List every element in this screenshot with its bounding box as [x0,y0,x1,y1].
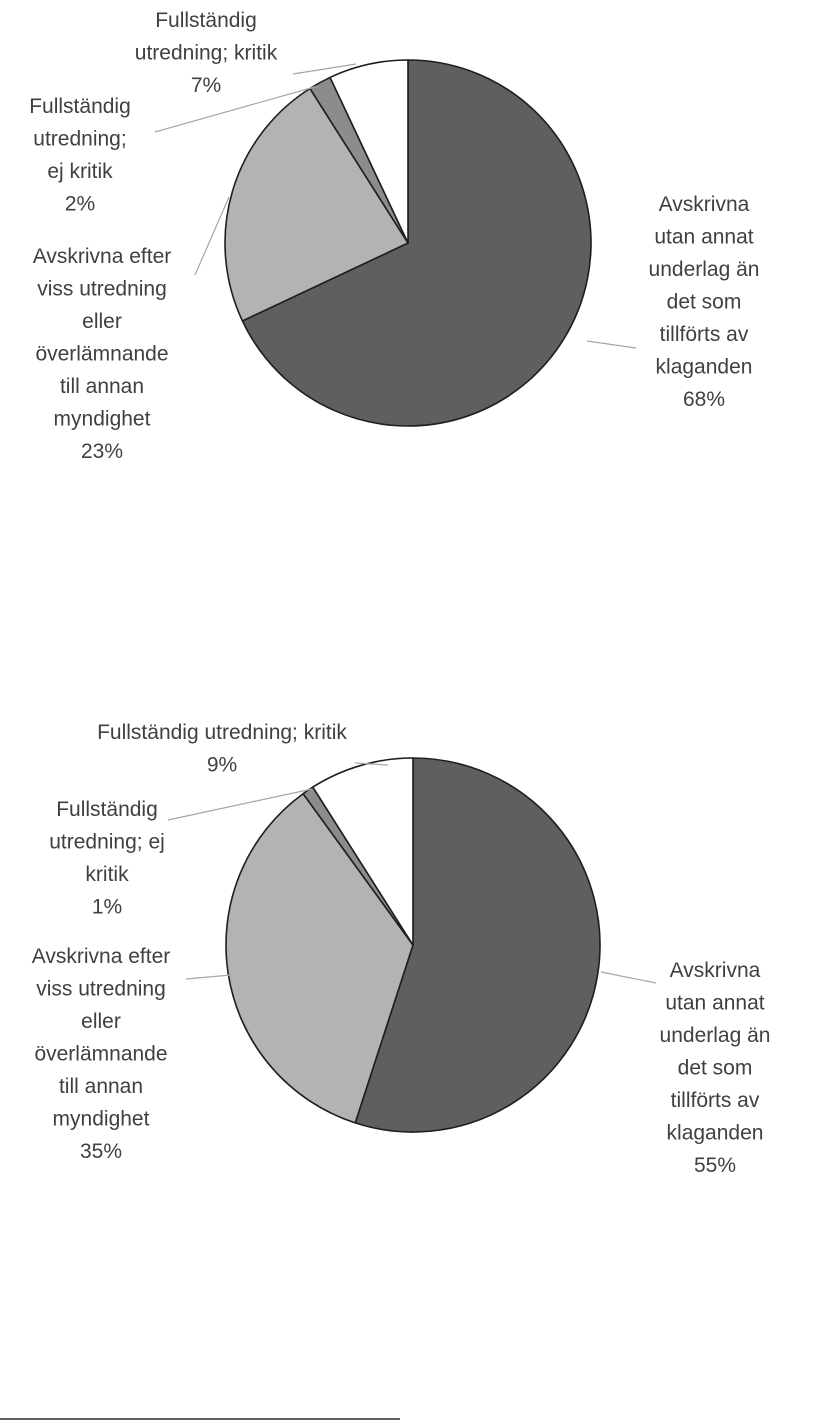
pie2-data-label-2-line-6: myndighet [52,1107,150,1131]
pie1-data-label-1-line-6: klaganden [655,355,753,379]
pie2-data-label-4-line-2: 9% [206,753,238,777]
pie1-data-label-2-line-1: Avskrivna efter [32,245,172,268]
pie2-data-label-2-line-4: överlämnande [34,1042,168,1066]
pie2-leader-line-1 [601,972,656,983]
pie2-data-label-3-line-2: utredning; ej [49,830,165,854]
pie2-leader-line-2 [186,975,231,979]
pie1-data-label-1-line-7: 68% [682,388,726,411]
pie2-data-label-2-line-3: eller [81,1010,121,1033]
pie2-data-label-1-line-7: 55% [693,1154,737,1177]
pie2-data-label-1 [660,959,771,1177]
pie1-data-label-1-line-2: utan annat [654,225,754,249]
pie2-data-label-2-line-1: Avskrivna efter [31,945,171,968]
pie-chart-1 [29,9,759,463]
pie1-data-label-1-line-5: tillförts av [659,323,749,346]
pie1-data-label-2-line-2: viss utredning [37,277,167,301]
pie2-data-label-2-line-2: viss utredning [36,977,166,1001]
pie1-data-label-4-line-1: Fullständig [155,9,257,32]
pie1-data-label-4-line-2: utredning; kritik [134,41,278,65]
pie2-data-label-4 [97,721,347,777]
pie1-leader-line-2 [195,197,229,275]
pie1-data-label-3-line-2: utredning; [33,127,127,151]
pie2-data-label-1-line-4: det som [677,1056,753,1080]
pie2-data-label-3-line-4: 1% [91,895,123,919]
pie1-data-label-3 [29,95,131,216]
pie2-data-label-3 [49,798,165,919]
pie2-data-label-3-line-1: Fullständig [56,798,158,821]
pie1-leader-line-1 [587,341,636,348]
pie1-data-label-3-line-4: 2% [64,192,96,216]
pie1-data-label-4 [135,9,278,97]
pie1-data-label-2 [33,245,172,463]
pie1-data-label-1-line-3: underlag än [648,258,760,281]
pie2-data-label-4-line-1: Fullständig utredning; kritik [97,721,347,744]
pie2-data-label-1-line-3: underlag än [659,1024,771,1047]
pie1-data-label-3-line-1: Fullständig [29,95,131,118]
pie1-data-label-2-line-6: myndighet [53,407,151,431]
pie2-data-label-1-line-5: tillförts av [670,1089,760,1112]
pie1-data-label-1 [649,193,760,411]
pie2-data-label-2-line-7: 35% [79,1140,123,1163]
pie2-data-label-2 [32,945,171,1163]
pie-chart-2 [32,721,771,1177]
pie2-data-label-2-line-5: till annan [58,1075,144,1098]
pie2-data-label-3-line-3: kritik [85,863,129,886]
pie1-data-label-2-line-3: eller [82,310,122,333]
pie2-data-label-1-line-1: Avskrivna [669,959,761,982]
pie1-data-label-1-line-4: det som [666,290,742,314]
pie1-data-label-1-line-1: Avskrivna [658,193,750,216]
pie2-data-label-1-line-2: utan annat [665,991,765,1015]
pie1-data-label-4-line-3: 7% [190,74,222,97]
pie1-data-label-3-line-3: ej kritik [47,160,113,183]
pie1-data-label-2-line-4: överlämnande [35,342,169,366]
pie2-data-label-1-line-6: klaganden [666,1121,764,1145]
pie1-data-label-2-line-7: 23% [80,440,124,463]
pie1-data-label-2-line-5: till annan [59,375,145,398]
